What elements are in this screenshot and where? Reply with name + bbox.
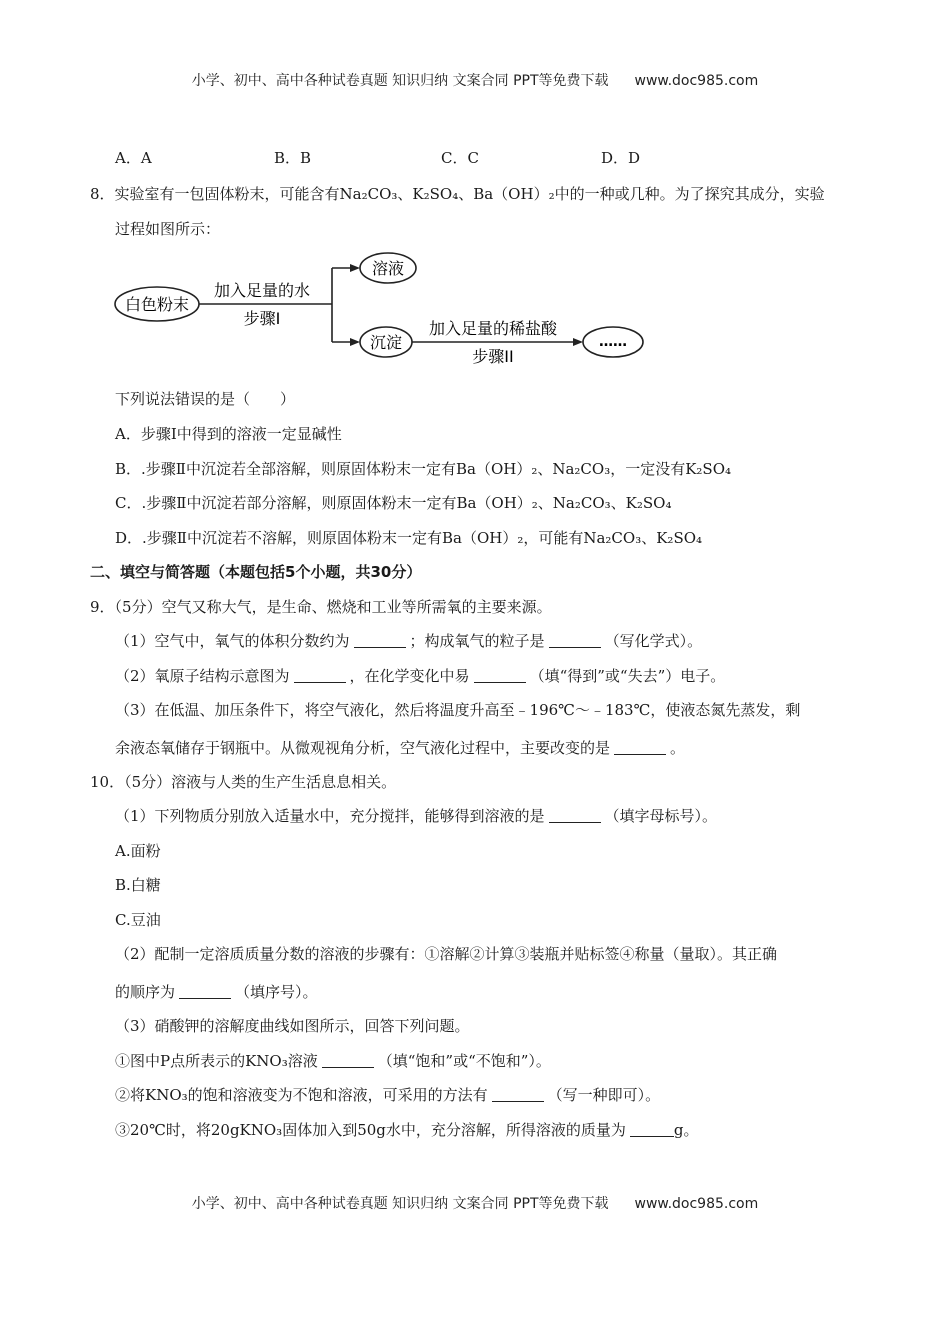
section-title: 二、填空与简答题（本题包括5个小题，共30分）: [90, 563, 422, 581]
q10-option-a: A.面粉: [115, 842, 161, 860]
q10-part2-line2: 的顺序为 （填序号）。: [115, 983, 318, 1001]
page-header: [0, 70, 950, 90]
q8-flow-diagram: [110, 248, 650, 378]
q10-option-c: C.豆油: [115, 911, 161, 929]
answer-blank[interactable]: [549, 633, 601, 648]
answer-blank[interactable]: [492, 1087, 544, 1102]
q9-part3-line2: 余液态氧储存于钢瓶中。从微观视角分析，空气液化过程中，主要改变的是 。: [115, 739, 686, 757]
answer-blank[interactable]: [354, 633, 406, 648]
q7-option-b: B．B: [274, 149, 312, 167]
q10-part1: （1）下列物质分别放入适量水中，充分搅拌，能够得到溶液的是 （填字母标号）。: [115, 807, 718, 825]
node-precipitate-label: 沉淀: [369, 333, 403, 352]
q10-sub2: ②将KNO₃的饱和溶液变为不饱和溶液，可采用的方法有 （写一种即可）。: [115, 1086, 661, 1104]
node-solution-label: 溶液: [371, 259, 405, 278]
answer-blank[interactable]: [179, 984, 231, 999]
q7-option-c: C．C: [441, 149, 479, 167]
step1-name: 步骤I: [243, 309, 281, 328]
q8-question: 下列说法错误的是（ ）: [115, 390, 296, 408]
q9-part3-line1: （3）在低温、加压条件下，将空气液化，然后将温度升高至﹣196℃～﹣183℃，使液态氮先蒸发，剩: [115, 701, 801, 719]
q8-stem-line1: 8．实验室有一包固体粉末，可能含有Na₂CO₃、K₂SO₄、Ba（OH）₂中的一种或几种。为了探究其成分，实验: [90, 185, 825, 203]
q8-option-a: A．步骤Ⅰ中得到的溶液一定显碱性: [115, 425, 342, 443]
header-text: 小学、初中、高中各种试卷真题 知识归纳 文案合同 PPT等免费下载: [191, 73, 609, 89]
q8-option-b: B．.步骤Ⅱ中沉淀若全部溶解，则原固体粉末一定有Ba（OH）₂、Na₂CO₃，一定没有K₂SO₄: [115, 460, 732, 478]
node-end-label: ……: [599, 334, 627, 350]
q10-stem: 10．（5分）溶液与人类的生产生活息息相关。: [90, 773, 397, 791]
answer-blank[interactable]: [322, 1053, 374, 1068]
answer-blank[interactable]: [549, 808, 601, 823]
q7-option-a: A．A: [115, 149, 152, 167]
step2-label: 加入足量的稀盐酸: [428, 319, 558, 338]
q10-part2-line1: （2）配制一定溶质质量分数的溶液的步骤有：①溶解②计算③装瓶并贴标签④称量（量取）。其正确: [115, 945, 778, 963]
q10-part3: （3）硝酸钾的溶解度曲线如图所示，回答下列问题。: [115, 1017, 470, 1035]
q9-stem: 9．（5分）空气又称大气，是生命、燃烧和工业等所需氧的主要来源。: [90, 598, 552, 616]
answer-blank[interactable]: [294, 668, 346, 683]
node-start-label: 白色粉末: [124, 295, 190, 314]
header-site: www.doc985.com: [634, 73, 759, 89]
footer-site: www.doc985.com: [634, 1196, 759, 1212]
q8-option-c: C．.步骤Ⅱ中沉淀若部分溶解，则原固体粉末一定有Ba（OH）₂、Na₂CO₃、K₂SO₄: [115, 494, 672, 512]
page-footer: [0, 1193, 950, 1213]
q10-option-b: B.白糖: [115, 876, 161, 894]
q10-sub1: ①图中P点所表示的KNO₃溶液 （填“饱和”或“不饱和”）。: [115, 1052, 551, 1070]
step2-name: 步骤II: [472, 347, 514, 366]
q9-part2: （2）氧原子结构示意图为 ，在化学变化中易 （填“得到”或“失去”）电子。: [115, 667, 726, 685]
q10-sub3: ③20℃时，将20gKNO₃固体加入到50g水中，充分溶解，所得溶液的质量为 g。: [115, 1121, 699, 1139]
q8-stem-line2: 过程如图所示：: [115, 220, 221, 238]
q9-part1: （1）空气中，氧气的体积分数约为 ；构成氧气的粒子是 （写化学式）。: [115, 632, 703, 650]
q8-option-d: D．.步骤Ⅱ中沉淀若不溶解，则原固体粉末一定有Ba（OH）₂，可能有Na₂CO₃、K₂SO₄: [115, 529, 703, 547]
answer-blank[interactable]: [474, 668, 526, 683]
answer-blank[interactable]: [614, 740, 666, 755]
step1-label: 加入足量的水: [213, 281, 311, 300]
footer-text: 小学、初中、高中各种试卷真题 知识归纳 文案合同 PPT等免费下载: [191, 1196, 609, 1212]
q7-option-d: D．D: [601, 149, 641, 167]
answer-blank[interactable]: [630, 1122, 674, 1137]
